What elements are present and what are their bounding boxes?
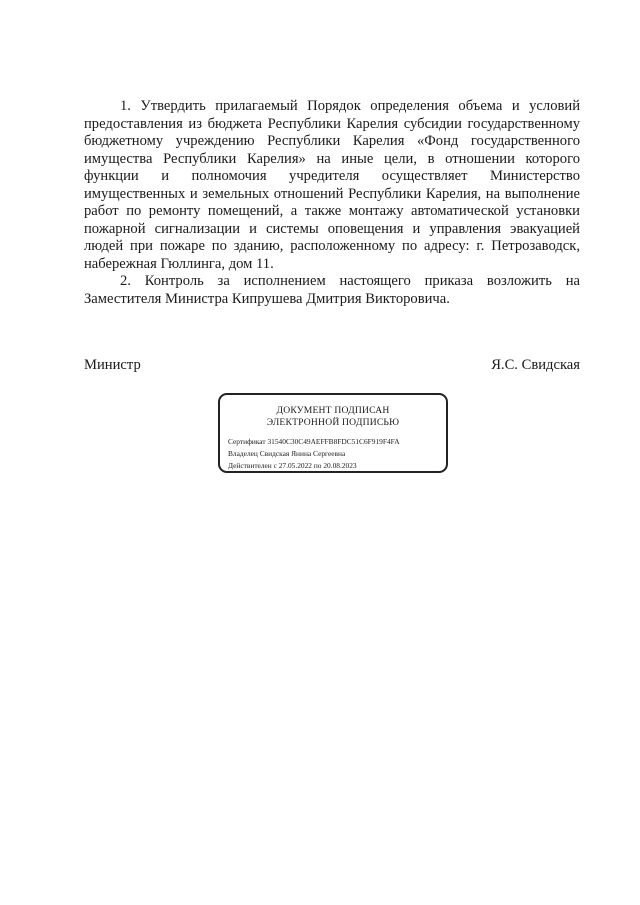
stamp-title-line-1: ДОКУМЕНТ ПОДПИСАН [276, 405, 390, 416]
signature-block [84, 357, 580, 375]
stamp-title [220, 405, 446, 428]
stamp-certificate: Сертификат 31540C30C49AEFFB8FDC51C6F919F4FA [228, 437, 400, 446]
paragraph-1: 1. Утвердить прилагаемый Порядок определения объема и условий предоставления из бюджета Республики Карелия субсидии государственному бюджетному учреждению Республики Карелия «Фонд государственного имущества Республики Карелия» на иные цели, в отношении которого функции и полномочия учредителя осуществляет Министерство имущественных и земельных отношений Республики Карелия, на выполнение работ по ремонту помещений, а также монтажу автоматической установки пожарной сигнализации и системы оповещения и управления эвакуацией людей при пожаре по зданию, расположенному по адресу: г. Петрозаводск, набережная Гюллинга, дом 11. [84, 98, 580, 272]
signatory-name: Я.С. Свидская [491, 357, 580, 373]
document-body [84, 98, 580, 308]
paragraph-2: 2. Контроль за исполнением настоящего приказа возложить на Заместителя Министра Кипрушева Дмитрия Викторовича. [84, 273, 580, 307]
signatory-position: Министр [84, 357, 141, 373]
stamp-validity: Действителен с 27.05.2022 по 20.08.2023 [228, 461, 357, 470]
stamp-owner: Владелец Свидская Янина Сергеевна [228, 449, 346, 458]
electronic-signature-stamp [218, 393, 448, 473]
stamp-title-line-2: ЭЛЕКТРОННОЙ ПОДПИСЬЮ [266, 416, 400, 428]
